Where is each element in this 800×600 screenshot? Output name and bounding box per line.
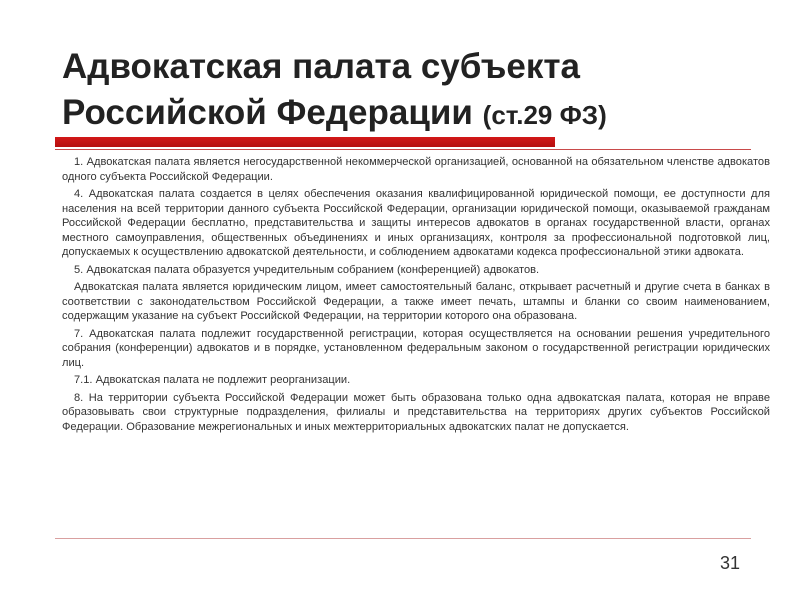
- paragraph-7: 7. Адвокатская палата подлежит государственной регистрации, которая осуществляется на основании решения учредительного собрания (конференции) адвокатов и в порядке, установленном федеральным законом о государственной регистрации юридических лиц.: [62, 327, 770, 369]
- title-law-reference: (ст.29 ФЗ): [482, 100, 607, 130]
- paragraph-5: 5. Адвокатская палата образуется учредительным собранием (конференцией) адвокатов.: [74, 263, 540, 276]
- slide-body-text: [62, 155, 770, 437]
- slide-title: [62, 44, 752, 138]
- title-line-2: [62, 90, 752, 138]
- title-line-2-text: Российской Федерации: [62, 93, 473, 132]
- title-divider-line: [55, 149, 751, 150]
- title-line-1: Адвокатская палата субъекта: [62, 47, 581, 86]
- paragraph-7-1: 7.1. Адвокатская палата не подлежит реорганизации.: [74, 374, 351, 386]
- paragraph-5-continued: Адвокатская палата является юридическим лицом, имеет самостоятельный баланс, открывает расчетный и другие счета в банках в соответствии с законодательством Российской Федерации, а также имеет печать, штампы и бланки со своим наименованием, содержащим указание на субъект Российской Федерации, на территории которого она образована.: [62, 281, 770, 322]
- footer-divider-line: [55, 538, 751, 539]
- slide-page-number: 31: [719, 553, 740, 573]
- paragraph-4: 4. Адвокатская палата создается в целях обеспечения оказания квалифицированной юридической помощи, ее доступности для населения на всей территории данного субъекта Российской Федерации, организации юридической помощи, оказываемой гражданам Российской Федерации бесплатно, представительства и защиты интересов адвокатов в органах государственной власти, органах местного самоуправления, общественных объединениях и иных организациях, контроля за профессиональной подготовкой лиц, допускаемых к осуществлению адвокатской деятельности, и соблюдением адвокатами кодекса профессиональной этики адвоката.: [62, 188, 770, 258]
- title-accent-bar: [55, 137, 555, 147]
- paragraph-8: 8. На территории субъекта Российской Федерации может быть образована только одна адвокатская палата, которая не вправе образовывать свои структурные подразделения, филиалы и представительства на территориях других субъектов Российской Федерации. Образование межрегиональных и иных межтерриториальных адвокатских палат не допускается.: [62, 391, 770, 433]
- paragraph-1: 1. Адвокатская палата является негосударственной некоммерческой организацией, основанной на обязательном членстве адвокатов одного субъекта Российской Федерации.: [62, 156, 770, 183]
